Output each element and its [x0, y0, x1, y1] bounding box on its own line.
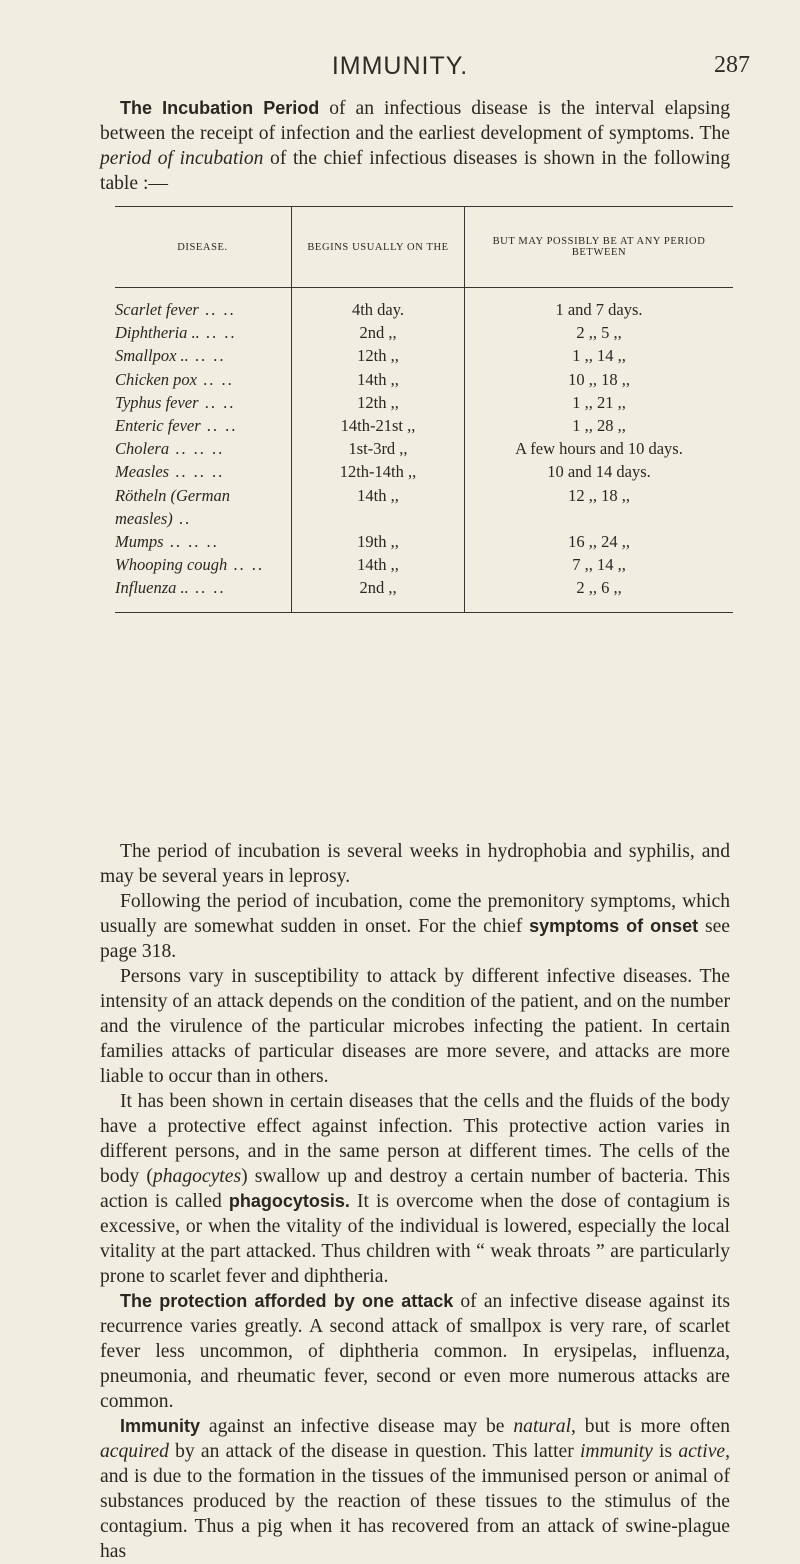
- cell-begins: 14th ,,: [292, 368, 465, 391]
- leader-dots: .. .. ..: [169, 462, 225, 482]
- table-header-row: [115, 207, 733, 288]
- cell-between: 1 and 7 days.: [555, 300, 643, 319]
- disease-name: Rötheln (German measles): [115, 485, 231, 528]
- p4-text-b: ) swallow up and destroy a certain number of bacteria. This action is called: [100, 1166, 730, 1212]
- table-row: [115, 288, 733, 322]
- p2-text-b: see page 318.: [100, 916, 730, 962]
- cell-disease: [115, 437, 292, 460]
- disease-name: Influenza ..: [115, 578, 189, 598]
- p6-text-a: against an infective disease may be: [200, 1416, 514, 1437]
- cell-between: 2 ,, 6 ,,: [465, 576, 734, 612]
- p6-italic-immunity: immunity: [579, 1441, 653, 1462]
- cell-disease: [115, 553, 292, 576]
- paragraph-3: Persons vary in susceptibility to attack by different infective diseases. The intensity of an attack depends on the condition of the patient, and on the number and the virulence of the particular microbes infecting the patient. In certain families attacks of particular diseases are more severe, and attacks are more liable to occur than in others.: [100, 966, 730, 1087]
- incubation-table: [115, 206, 733, 613]
- leader-dots: .. ..: [197, 369, 234, 389]
- cell-between: 1 ,, 14 ,,: [572, 346, 626, 366]
- cell-disease: [115, 576, 292, 612]
- disease-name: Enteric fever: [115, 416, 201, 436]
- p4-italic: phagocytes: [152, 1166, 242, 1187]
- table-row: [115, 576, 733, 612]
- incubation-table-wrap: [115, 206, 733, 802]
- running-head: [0, 52, 800, 82]
- cell-between: 16 ,, 24 ,,: [568, 532, 630, 552]
- cell-disease: [115, 460, 292, 483]
- cell-begins: 14th-21st ,,: [292, 414, 465, 437]
- cell-between: 1 ,, 21 ,,: [572, 392, 626, 412]
- cell-begins: 14th ,,: [292, 484, 465, 530]
- leader-dots: .. .. ..: [169, 439, 225, 459]
- disease-name: Scarlet fever: [115, 300, 199, 319]
- intro-lead-rest: of an infectious disease is the interval elapsing between the receipt of infection and the earliest development of symptoms. The: [100, 98, 731, 144]
- leader-dots: .. ..: [188, 346, 226, 366]
- cell-between: 12 ,, 18 ,,: [568, 485, 630, 505]
- paragraph-2: [100, 889, 730, 964]
- body-text: [100, 839, 730, 1564]
- table-body: [115, 288, 733, 613]
- cell-begins: 2nd ,,: [292, 576, 465, 612]
- intro-paragraph: [100, 96, 730, 196]
- p6-text-d: is: [652, 1441, 679, 1462]
- cell-begins: 14th ,,: [292, 553, 465, 576]
- p4-text-a: It has been shown in certain diseases that the cells and the fluids of the body have a protective effect against infection. This protective action varies in different persons, and in the same person at different times. The cells of the body (: [100, 1091, 730, 1187]
- intro-tail: of the chief infectious diseases is shown in the following table :—: [100, 148, 730, 194]
- p6-text-b: , but is more often: [571, 1416, 730, 1437]
- disease-name: Mumps: [115, 532, 164, 552]
- cell-disease: [115, 368, 292, 391]
- table-row: [115, 484, 733, 530]
- leader-dots: .. ..: [227, 555, 265, 575]
- header-possibly: BUT MAY POSSIBLY BE AT ANY PERIOD BETWEEN: [465, 207, 734, 288]
- cell-between: 1 ,, 28 ,,: [572, 416, 626, 436]
- cell-begins: 12th ,,: [292, 391, 465, 414]
- leader-dots: .. ..: [200, 416, 238, 436]
- cell-begins: 19th ,,: [292, 530, 465, 553]
- leader-dots: .. ..: [188, 578, 226, 598]
- disease-name: Measles: [115, 462, 170, 482]
- cell-disease: [115, 344, 292, 367]
- p6-text-c: by an attack of the disease in question. This latter: [168, 1441, 580, 1462]
- cell-begins: 2nd ,,: [292, 321, 465, 344]
- table-row: [115, 391, 733, 414]
- p6-italic-acquired: acquired: [100, 1441, 169, 1462]
- disease-name: Chicken pox: [115, 369, 198, 389]
- table-row: [115, 530, 733, 553]
- cell-disease: [115, 484, 292, 530]
- p6-italic-active: active: [678, 1441, 726, 1462]
- p2-text-a: Following the period of incubation, come the premonitory symptoms, which usually are somewhat sudden in onset. For the chief: [100, 891, 730, 937]
- cell-disease: [115, 321, 292, 344]
- paragraph-4: [100, 1089, 730, 1289]
- p5-bold: The protection afforded by one attack: [120, 1291, 454, 1311]
- intro-lead-bold: The Incubation Period: [120, 98, 320, 118]
- cell-begins: 1st-3rd ,,: [292, 437, 465, 460]
- header-disease: DISEASE.: [115, 207, 292, 288]
- p6-bold: Immunity: [120, 1416, 201, 1436]
- cell-between: 10 and 14 days.: [547, 462, 651, 482]
- disease-name: Whooping cough: [115, 555, 228, 575]
- running-title: IMMUNITY.: [331, 52, 469, 80]
- disease-name: Diphtheria ..: [115, 323, 200, 343]
- cell-between: 7 ,, 14 ,,: [572, 555, 626, 575]
- cell-between: 10 ,, 18 ,,: [568, 369, 630, 389]
- p6-text-e: , and is due to the formation in the tissues of the immunised person or animal of substances produced by the reaction of these tissues to the stimulus of the contagium. Thus a pig when it has recovered from an attack of swine-plague has: [100, 1441, 730, 1562]
- cell-begins: 12th-14th ,,: [292, 460, 465, 483]
- p6-italic-natural: natural: [513, 1416, 572, 1437]
- leader-dots: ..: [172, 508, 192, 528]
- cell-disease: [115, 288, 292, 322]
- cell-disease: [115, 391, 292, 414]
- paragraph-6: [100, 1414, 730, 1564]
- disease-name: Cholera: [115, 439, 170, 459]
- cell-between: A few hours and 10 days.: [515, 439, 683, 459]
- p2-bold: symptoms of onset: [529, 916, 699, 936]
- leader-dots: .. ..: [199, 323, 237, 343]
- page-number: 287: [714, 52, 750, 78]
- p4-bold: phagocytosis.: [228, 1191, 350, 1211]
- header-begins: BEGINS USUALLY ON THE: [292, 207, 465, 288]
- leader-dots: .. ..: [198, 392, 236, 412]
- cell-begins: 4th day.: [292, 288, 465, 322]
- table-row: [115, 437, 733, 460]
- table-row: [115, 321, 733, 344]
- p4-text-c: It is overcome when the dose of contagium is excessive, or when the vitality of the individual is lowered, especially the local vitality at the part attacked. Thus children with “ weak throats ” are particularly prone to scarlet fever and diphtheria.: [100, 1191, 730, 1287]
- leader-dots: .. ..: [198, 300, 236, 319]
- disease-name: Typhus fever: [115, 392, 199, 412]
- leader-dots: .. .. ..: [163, 532, 219, 552]
- table-row: [115, 460, 733, 483]
- intro-italic-phrase: period of incubation: [100, 148, 264, 169]
- table-row: [115, 414, 733, 437]
- table-row: [115, 368, 733, 391]
- paragraph-1: The period of incubation is several weeks in hydrophobia and syphilis, and may be several years in leprosy.: [100, 841, 730, 887]
- cell-disease: [115, 530, 292, 553]
- disease-name: Smallpox ..: [115, 346, 189, 366]
- cell-between: 2 ,, 5 ,,: [576, 323, 622, 343]
- cell-disease: [115, 414, 292, 437]
- p5-rest: of an infective disease against its recurrence varies greatly. A second attack of smallpox is very rare, of scarlet fever less uncommon, of diphtheria common. In erysipelas, influenza, pneumonia, and rheumatic fever, second or even more numerous attacks are common.: [100, 1291, 730, 1412]
- table-row: [115, 344, 733, 367]
- paragraph-5: [100, 1289, 730, 1414]
- cell-begins: 12th ,,: [292, 344, 465, 367]
- table-row: [115, 553, 733, 576]
